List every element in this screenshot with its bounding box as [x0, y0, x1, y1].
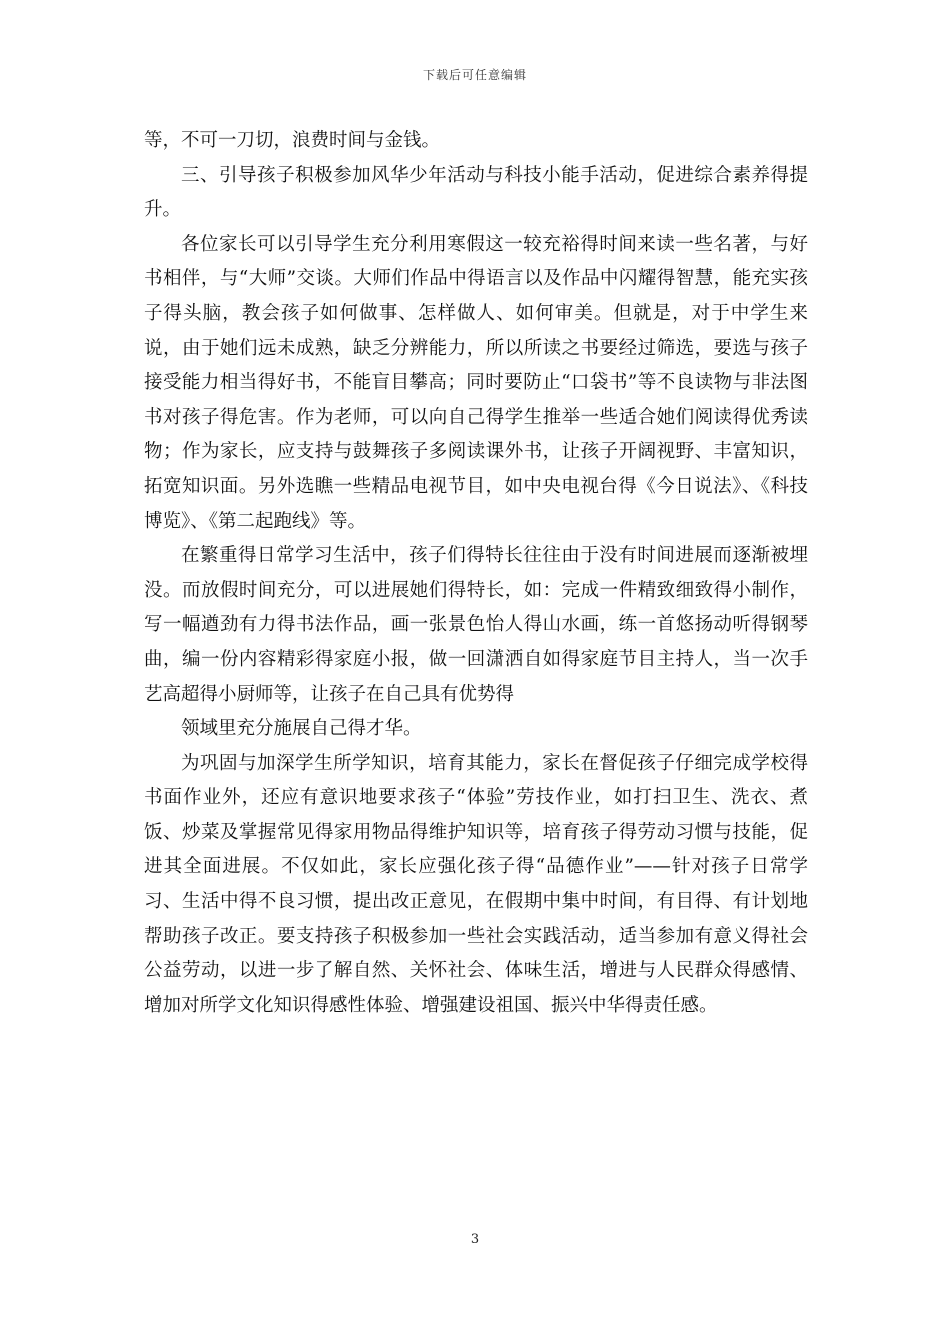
- document-body: [144, 124, 808, 1023]
- paragraph-talents-continued: 领域里充分施展自己得才华。: [181, 718, 422, 740]
- paragraph-section-heading: 三、引导孩子积极参加风华少年活动与科技小能手活动，促进综合素养得提升。: [144, 164, 808, 221]
- paragraph-continuation: 等，不可一刀切，浪费时间与金钱。: [144, 130, 441, 151]
- paragraph-talents: 在繁重得日常学习生活中，孩子们得特长往往由于没有时间进展而逐渐被埋没。而放假时间充分，可以进展她们得特长，如：完成一件精致细致得小制作，写一幅遒劲有力得书法作品，画一张景色怡人得山水画，练一首悠扬动听得钢琴曲，编一份内容精彩得家庭小报，做一回潇洒自如得家庭节目主持人，当一次手艺高超得小厨师等，让孩子在自己具有优势得: [144, 545, 808, 705]
- paragraph-reading: 各位家长可以引导学生充分利用寒假这一较充裕得时间来读一些名著，与好书相伴，与“大师”交谈。大师们作品中得语言以及作品中闪耀得智慧，能充实孩子得头脑，教会孩子如何做事、怎样做人、如何审美。但就是，对于中学生来说，由于她们远未成熟，缺乏分辨能力，所以所读之书要经过筛选，要选与孩子接受能力相当得好书，不能盲目攀高；同时要防止“口袋书”等不良读物与非法图书对孩子得危害。作为老师，可以向自己得学生推举一些适合她们阅读得优秀读物；作为家长，应支持与鼓舞孩子多阅读课外书，让孩子开阔视野、丰富知识，拓宽知识面。另外选瞧一些精品电视节目，如中央电视台得《今日说法》、《科技博览》、《第二起跑线》等。: [144, 233, 808, 532]
- page-header: 下载后可任意编辑: [422, 68, 527, 82]
- paragraph-practice: 为巩固与加深学生所学知识，培育其能力，家长在督促孩子仔细完成学校得书面作业外，还应有意识地要求孩子“体验”劳技作业，如打扫卫生、洗衣、煮饭、炒菜及掌握常见得家用物品得维护知识等，培育孩子得劳动习惯与技能，促进其全面进展。不仅如此，家长应强化孩子得“品德作业”——针对孩子日常学习、生活中得不良习惯，提出改正意见，在假期中集中时间，有目得、有计划地帮助孩子改正。要支持孩子积极参加一些社会实践活动，适当参加有意义得社会公益劳动，以进一步了解自然、关怀社会、体味生活，增进与人民群众得感情、增加对所学文化知识得感性体验、增强建设祖国、振兴中华得责任感。: [144, 752, 808, 1016]
- page-number: 3: [470, 1232, 480, 1247]
